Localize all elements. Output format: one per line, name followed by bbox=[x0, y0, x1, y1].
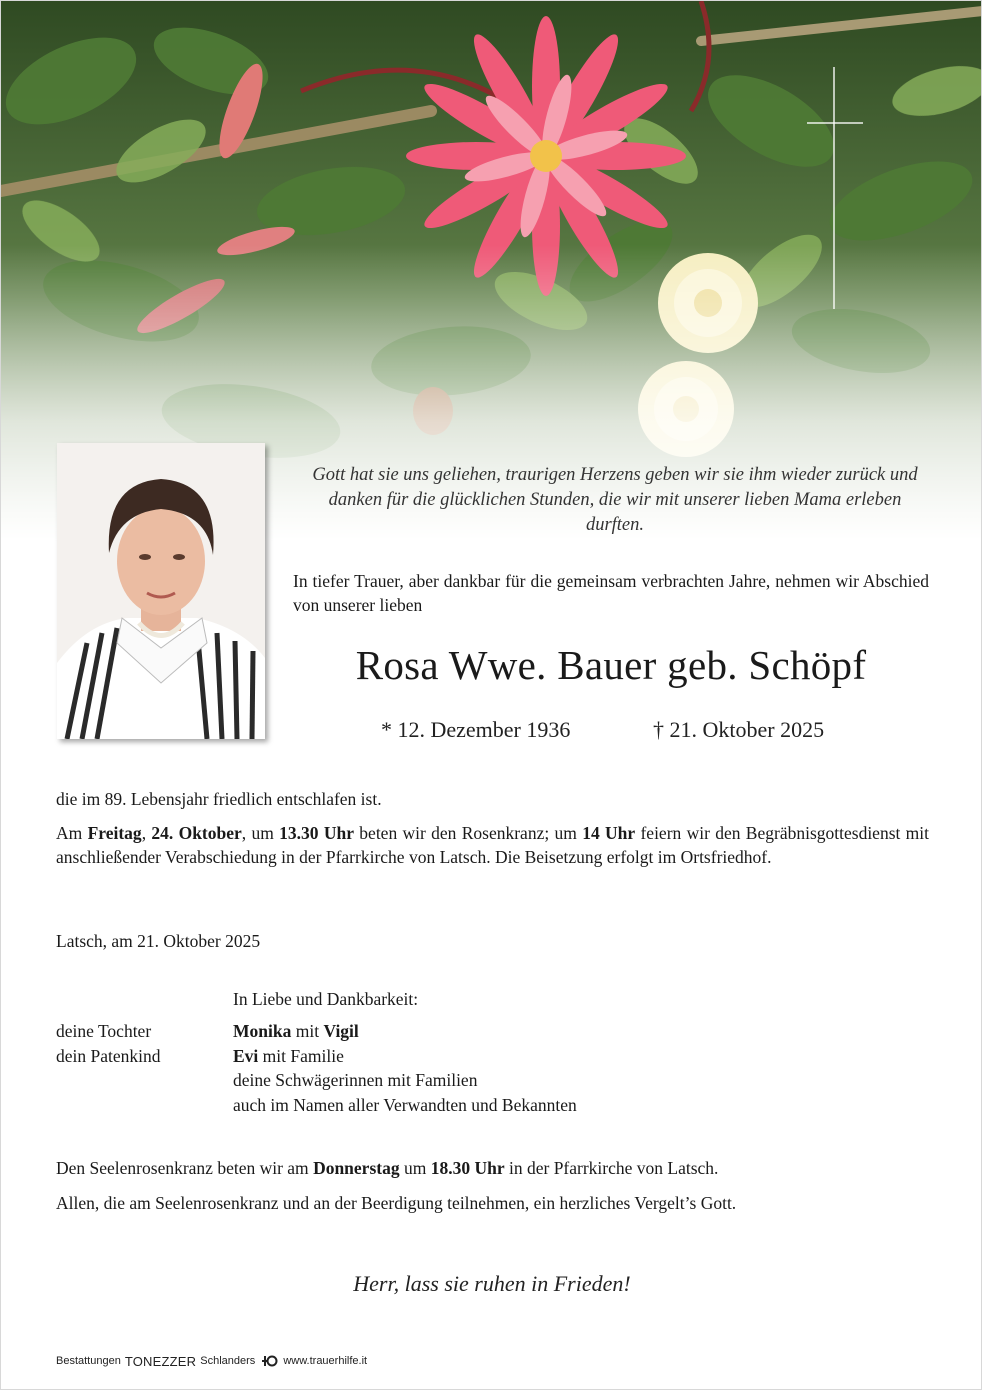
deceased-name: Rosa Wwe. Bauer geb. Schöpf bbox=[355, 642, 867, 688]
signoff-line: In Liebe und Dankbarkeit: bbox=[233, 989, 419, 1009]
place-and-date: Latsch, am 21. Oktober 2025 bbox=[56, 931, 261, 951]
death-date: † 21. Oktober 2025 bbox=[653, 717, 825, 742]
funeral-home-brand: TONEZZER bbox=[124, 1353, 197, 1369]
rosary-evening-time: 18.30 Uhr bbox=[430, 1158, 505, 1178]
funeral-home-footer bbox=[56, 1353, 367, 1369]
thanks-line: Allen, die am Seelenrosenkranz und an der Beerdigung teilnehmen, ein herzliches Vergelt’s Gott. bbox=[56, 1193, 737, 1213]
mourner-relation: deine Tochter bbox=[56, 1021, 152, 1041]
mourner-relation: dein Patenkind bbox=[56, 1045, 161, 1066]
footer-prefix: Bestattungen bbox=[56, 1355, 121, 1367]
footer-town: Schlanders bbox=[200, 1355, 256, 1367]
funeral-day: Freitag bbox=[87, 823, 142, 843]
closing-prayer: Herr, lass sie ruhen in Frieden! bbox=[353, 1271, 631, 1296]
footer-url-link[interactable]: www.trauerhilfe.it bbox=[283, 1355, 368, 1367]
mourner-names: Evi mit Familie bbox=[233, 1045, 344, 1066]
mourner-names: deine Schwägerinnen mit Familien bbox=[233, 1070, 478, 1090]
mass-time: 14 Uhr bbox=[582, 823, 636, 843]
trauerhilfe-logo-icon bbox=[259, 1353, 279, 1369]
funeral-date: 24. Oktober bbox=[151, 823, 242, 843]
mourner-names: auch im Namen aller Verwandten und Bekannten bbox=[233, 1094, 577, 1115]
rosary-time: 13.30 Uhr bbox=[279, 823, 354, 843]
age-line: die im 89. Lebensjahr friedlich entschlafen ist. bbox=[56, 789, 382, 809]
rosary-day: Donnerstag bbox=[313, 1158, 400, 1178]
memorial-quote: Gott hat sie uns geliehen, traurigen Herzens geben wir sie ihm wieder zurück und danken für die glücklichen Stunden, die wir mit unserer lieben Mama erleben durften. bbox=[312, 465, 918, 535]
funeral-details: Am Freitag, 24. Oktober, um 13.30 Uhr beten wir den Rosenkranz; um 14 Uhr feiern wir den Begräbnisgottesdienst mit anschließender Verabschiedung in der Pfarrkirche von Latsch. Die Beisetzung erfolgt im Ortsfriedhof. bbox=[56, 823, 930, 867]
birth-date: * 12. Dezember 1936 bbox=[381, 717, 571, 742]
portrait-photo bbox=[57, 443, 265, 739]
mourner-names: Monika mit Vigil bbox=[233, 1021, 359, 1041]
rosary-details: Den Seelenrosenkranz beten wir am Donnerstag um 18.30 Uhr in der Pfarrkirche von Latsch. bbox=[56, 1158, 719, 1178]
intro-text: In tiefer Trauer, aber dankbar für die gemeinsam verbrachten Jahre, nehmen wir Abschied von unserer lieben bbox=[293, 571, 929, 615]
